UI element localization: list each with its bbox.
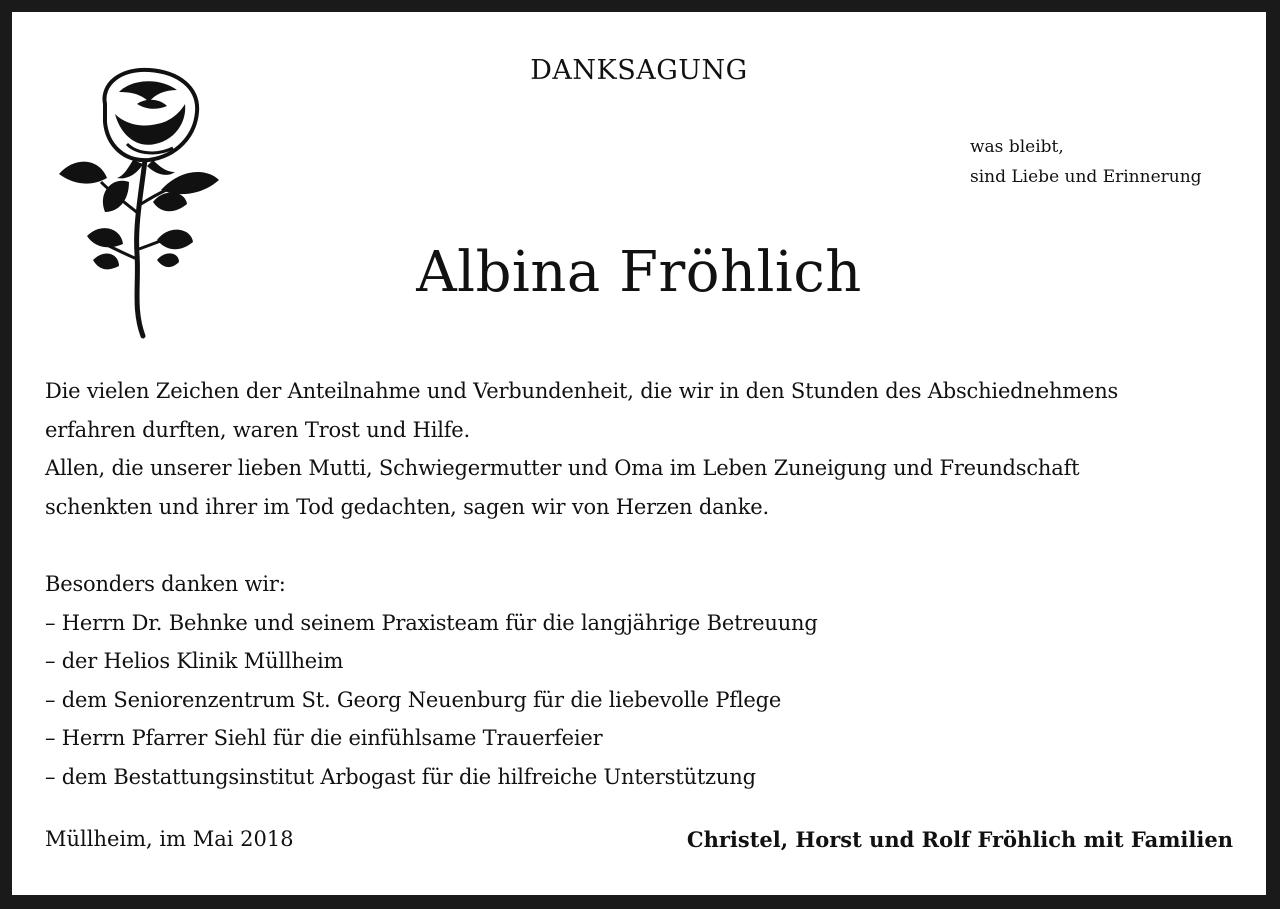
paragraph-line: schenkten und ihrer im Tod gedachten, sagen wir von Herzen danke. bbox=[45, 494, 769, 519]
place-date: Müllheim, im Mai 2018 bbox=[45, 827, 294, 851]
paragraph-line: Die vielen Zeichen der Anteilnahme und Verbundenheit, die wir in den Stunden des Abschiednehmens bbox=[45, 379, 1119, 403]
deceased-name: Albina Fröhlich bbox=[416, 240, 862, 305]
quote-line: was bleibt, bbox=[970, 137, 1064, 157]
paragraph-line: erfahren durften, waren Trost und Hilfe. bbox=[45, 417, 471, 442]
quote-line: sind Liebe und Erinnerung bbox=[970, 167, 1202, 187]
signatories: Christel, Horst und Rolf Fröhlich mit Familien bbox=[686, 827, 1233, 852]
heading: DANKSAGUNG bbox=[530, 55, 748, 86]
paragraph-line: Allen, die unserer lieben Mutti, Schwiegermutter und Oma im Leben Zuneigung und Freundschaft bbox=[45, 456, 1080, 481]
thanks-item: – der Helios Klinik Müllheim bbox=[45, 649, 344, 674]
obituary-notice bbox=[12, 12, 1266, 895]
thanks-item: – Herrn Pfarrer Siehl für die einfühlsame Trauerfeier bbox=[45, 726, 603, 751]
spacer bbox=[45, 526, 1245, 565]
thanks-intro: Besonders danken wir: bbox=[45, 571, 286, 596]
thanks-item: – dem Bestattungsinstitut Arbogast für die hilfreiche Unterstützung bbox=[45, 764, 756, 789]
body-text bbox=[45, 372, 1245, 797]
thanks-item: – dem Seniorenzentrum St. Georg Neuenburg für die liebevolle Pflege bbox=[45, 687, 782, 712]
thanks-item: – Herrn Dr. Behnke und seinem Praxisteam für die langjährige Betreuung bbox=[45, 610, 818, 635]
quote bbox=[970, 132, 1202, 192]
